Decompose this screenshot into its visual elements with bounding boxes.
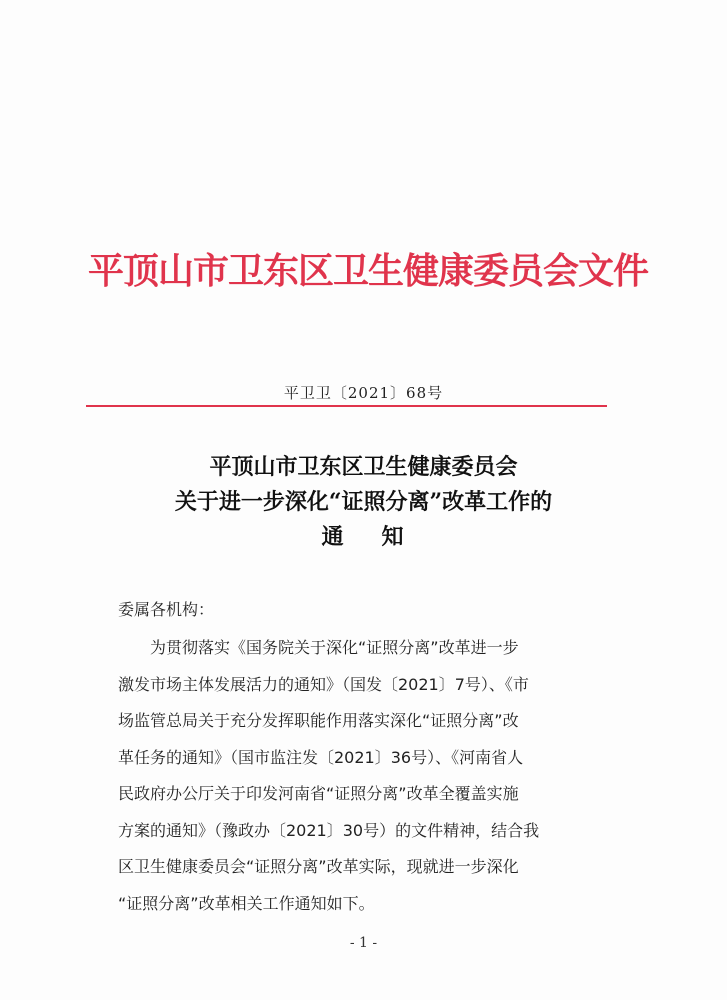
body-line: 革任务的通知》（国市监注发〔2021〕36号）、《河南省人 [118,747,524,767]
body-line: 场监管总局关于充分发挥职能作用落实深化“证照分离”改 [118,711,519,730]
salutation: 委属各机构： [118,600,215,619]
notice-title-line-2: 关于进一步深化“证照分离”改革工作的 [174,489,553,515]
notice-title-word-1: 通 [321,524,346,550]
body-line: 激发市场主体发展活力的通知》（国发〔2021〕7号）、《市 [118,674,529,694]
notice-title-word-2: 知 [381,524,406,550]
document-header-title: 平顶山市卫东区卫生健康委员会文件 [88,250,649,292]
body-line: 方案的通知》（豫政办〔2021〕30号）的文件精神，结合我 [118,820,540,840]
page-number: - 1 - [349,935,378,951]
notice-title-line-3 [0,520,727,551]
document-number: 平卫卫〔2021〕68号 [283,384,444,402]
red-divider-rule [86,405,607,407]
body-line: 为贯彻落实《国务院关于深化“证照分离”改革进一步 [150,638,519,657]
body-paragraph [118,630,613,922]
body-line: 民政府办公厅关于印发河南省“证照分离”改革全覆盖实施 [118,784,519,803]
body-line: “证照分离”改革相关工作通知如下。 [118,893,375,913]
body-line: 区卫生健康委员会“证照分离”改革实际，现就进一步深化 [118,857,519,876]
notice-title-line-1: 平顶山市卫东区卫生健康委员会 [209,454,518,480]
